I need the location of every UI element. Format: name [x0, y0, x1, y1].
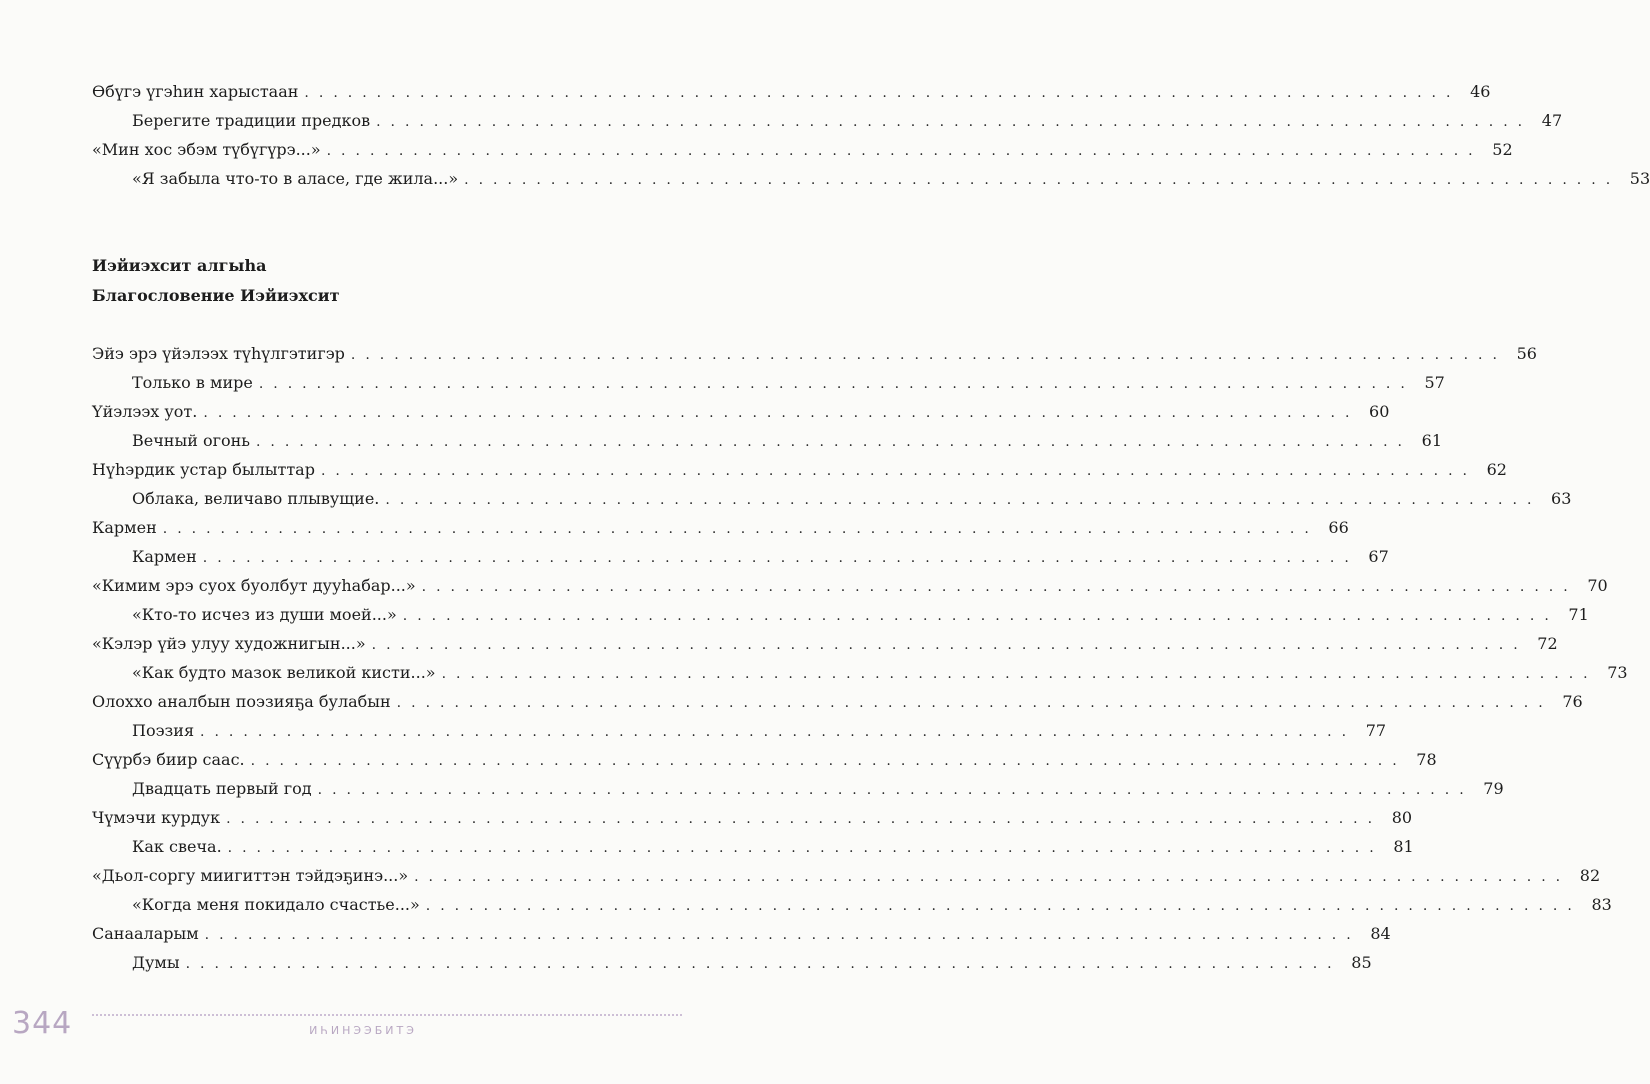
toc-entry-page: 72 — [1528, 629, 1558, 658]
toc-entry[interactable] — [92, 687, 1583, 716]
toc-entry-page: 83 — [1582, 890, 1612, 919]
toc-entry[interactable] — [92, 542, 1389, 571]
toc-entry-page: 85 — [1342, 948, 1372, 977]
toc-entry-title: Олоххо аналбын поэзияҕа булабын — [92, 687, 397, 716]
leader-dots: ................................................................................ — [204, 927, 1361, 943]
toc-entry-title: «Я забыла что-то в аласе, где жила...» — [132, 164, 464, 193]
toc-entry-page: 82 — [1570, 861, 1600, 890]
toc-entry[interactable] — [92, 745, 1437, 774]
leader-dots: ................................................................................ — [326, 143, 1483, 159]
toc-entry[interactable] — [92, 513, 1349, 542]
toc-entry[interactable] — [92, 629, 1558, 658]
toc-entry-title: «Кимим эрэ суох буолбут дууһабар...» — [92, 571, 422, 600]
toc-entry[interactable] — [92, 426, 1442, 455]
toc-entry-page: 70 — [1578, 571, 1608, 600]
toc-entry-page: 71 — [1559, 600, 1589, 629]
toc-entry-title: Думы — [132, 948, 186, 977]
leader-dots: ................................................................................ — [304, 85, 1461, 101]
toc-entry-title: Нүһэрдик устар былыттар — [92, 455, 321, 484]
toc-entry[interactable] — [92, 368, 1445, 397]
leader-dots: ................................................................................ — [441, 666, 1598, 682]
toc-entry-title: Берегите традиции предков — [132, 106, 376, 135]
leader-dots: ................................................................................ — [402, 608, 1559, 624]
toc-entry-page: 46 — [1460, 77, 1490, 106]
toc-entry[interactable] — [92, 600, 1589, 629]
toc-group-2 — [92, 339, 1628, 977]
leader-dots: ................................................................................ — [371, 637, 1528, 653]
toc-entry-page: 76 — [1553, 687, 1583, 716]
toc-entry-page: 78 — [1407, 745, 1437, 774]
toc-entry-title: Поэзия — [132, 716, 200, 745]
toc-entry-title: Кармен — [92, 513, 163, 542]
section-heading-translation: Благословение Иэйиэхсит — [92, 286, 340, 305]
leader-dots: ................................................................................ — [203, 405, 1360, 421]
toc-entry[interactable] — [92, 948, 1372, 977]
leader-dots: ................................................................................ — [162, 521, 1319, 537]
toc-entry-title: Чүмэчи курдук — [92, 803, 226, 832]
toc-entry[interactable] — [92, 77, 1491, 106]
toc-entry-page: 47 — [1532, 106, 1562, 135]
toc-entry[interactable] — [92, 571, 1608, 600]
leader-dots: ................................................................................ — [350, 347, 1507, 363]
leader-dots: ................................................................................ — [226, 811, 1383, 827]
leader-dots: ................................................................................ — [421, 579, 1578, 595]
toc-entry[interactable] — [92, 106, 1563, 135]
leader-dots: ................................................................................ — [258, 376, 1415, 392]
footer-divider — [92, 1014, 682, 1016]
toc-entry[interactable] — [92, 832, 1414, 861]
page-number: 344 — [12, 1006, 73, 1041]
toc-entry-page: 61 — [1412, 426, 1442, 455]
toc-entry-title: Двадцать первый год — [132, 774, 318, 803]
toc-entry-page: 80 — [1382, 803, 1412, 832]
leader-dots: ................................................................................ — [255, 434, 1412, 450]
toc-entry-title: Өбүгэ үгэһин харыстаан — [92, 77, 304, 106]
toc-entry-title: Только в мире — [132, 368, 259, 397]
toc-entry-title: «Кэлэр үйэ улуу художнигын...» — [92, 629, 372, 658]
toc-entry-page: 62 — [1477, 455, 1507, 484]
toc-entry-title: Как свеча. — [132, 832, 228, 861]
toc-entry[interactable] — [92, 716, 1387, 745]
toc-entry-title: Үйэлээх уот. — [92, 397, 203, 426]
toc-entry[interactable] — [92, 658, 1628, 687]
leader-dots: ................................................................................ — [227, 840, 1384, 856]
toc-entry-title: Сүүрбэ биир саас. — [92, 745, 251, 774]
toc-entry[interactable] — [92, 455, 1507, 484]
toc-entry-title: «Мин хос эбэм түбүгүрэ...» — [92, 135, 327, 164]
toc-entry-title: «Как будто мазок великой кисти...» — [132, 658, 442, 687]
leader-dots: ................................................................................ — [396, 695, 1553, 711]
toc-entry-page: 60 — [1359, 397, 1389, 426]
toc-entry[interactable] — [92, 135, 1513, 164]
section-heading: Иэйиэхсит алгыһа — [92, 256, 267, 275]
toc-entry[interactable] — [92, 861, 1601, 890]
toc-entry-title: «Кто-то исчез из души моей...» — [132, 600, 403, 629]
toc-entry-page: 84 — [1361, 919, 1391, 948]
toc-entry-page: 57 — [1415, 368, 1445, 397]
toc-entry-page: 52 — [1483, 135, 1513, 164]
leader-dots: ................................................................................ — [376, 114, 1533, 130]
leader-dots: ................................................................................ — [464, 172, 1621, 188]
toc-entry[interactable] — [92, 484, 1572, 513]
toc-entry-title: Эйэ эрэ үйэлээх түһүлгэтигэр — [92, 339, 351, 368]
toc-entry-title: Санааларым — [92, 919, 205, 948]
toc-entry-title: Облака, величаво плывущие. — [132, 484, 385, 513]
toc-entry[interactable] — [92, 890, 1612, 919]
toc-entry-page: 77 — [1356, 716, 1386, 745]
leader-dots: ................................................................................ — [202, 550, 1359, 566]
toc-entry[interactable] — [92, 164, 1650, 193]
toc-entry-page: 66 — [1319, 513, 1349, 542]
toc-entry-title: «Дьол-соргу миигиттэн тэйдэҕинэ...» — [92, 861, 414, 890]
toc-entry-page: 63 — [1541, 484, 1571, 513]
toc-entry-page: 79 — [1474, 774, 1504, 803]
toc-entry-page: 67 — [1359, 542, 1389, 571]
toc-entry[interactable] — [92, 397, 1390, 426]
toc-entry-title: «Когда меня покидало счастье...» — [132, 890, 426, 919]
leader-dots: ................................................................................ — [414, 869, 1571, 885]
toc-entry-page: 73 — [1598, 658, 1628, 687]
leader-dots: ................................................................................ — [317, 782, 1474, 798]
toc-group-1 — [92, 77, 1650, 193]
leader-dots: ................................................................................ — [320, 463, 1477, 479]
toc-entry-title: Вечный огонь — [132, 426, 256, 455]
leader-dots: ................................................................................ — [425, 898, 1582, 914]
toc-entry[interactable] — [92, 803, 1413, 832]
toc-entry-page: 81 — [1384, 832, 1414, 861]
toc-entry-title: Кармен — [132, 542, 203, 571]
toc-entry-page: 53 — [1620, 164, 1650, 193]
leader-dots: ................................................................................ — [250, 753, 1407, 769]
leader-dots: ................................................................................ — [185, 956, 1342, 972]
toc-entry[interactable] — [92, 339, 1537, 368]
running-title: ИҺИНЭЭБИТЭ — [309, 1024, 417, 1037]
toc-entry[interactable] — [92, 774, 1504, 803]
leader-dots: ................................................................................ — [200, 724, 1357, 740]
toc-entry-page: 56 — [1507, 339, 1537, 368]
toc-entry[interactable] — [92, 919, 1391, 948]
leader-dots: ................................................................................ — [385, 492, 1542, 508]
